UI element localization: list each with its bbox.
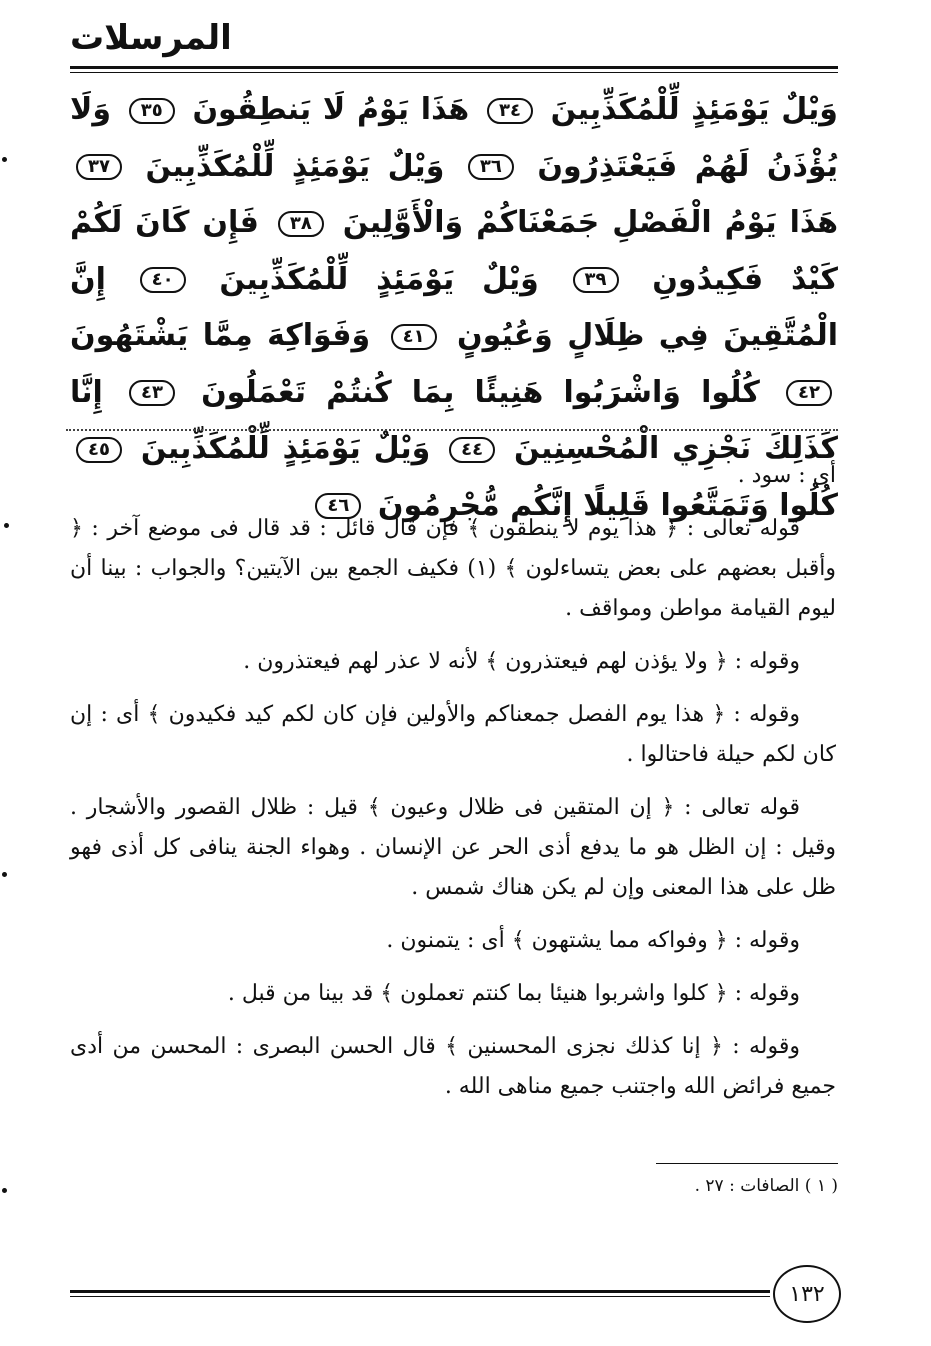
commentary-paragraph: وقوله : ﴿ كلوا واشربوا هنيئا بما كنتم تعملون ﴾ قد بينا من قبل . xyxy=(227,981,800,1006)
verse-text: إِنَّ الْمُتَّقِينَ فِي ظِلَالٍ وَعُيُونٍ xyxy=(70,261,838,353)
verse-text: وَلَا يُؤْذَنُ لَهُمْ فَيَعْتَذِرُونَ xyxy=(70,92,838,184)
ayah-number-marker: ٤٠ xyxy=(140,267,186,293)
verse-text: كُلُوا وَتَمَتَّعُوا قَلِيلًا إِنَّكُم مُّجْرِمُونَ xyxy=(377,487,838,523)
header-rule xyxy=(70,66,838,69)
ayah-number-marker: ٣٧ xyxy=(76,154,122,180)
verse-text: وَيْلٌ يَوْمَئِذٍ لِّلْمُكَذِّبِينَ xyxy=(145,148,445,184)
verse-text: وَيْلٌ يَوْمَئِذٍ لِّلْمُكَذِّبِينَ xyxy=(550,92,838,127)
commentary-paragraph: وقوله : ﴿ وفواكه مما يشتهون ﴾ أى : يتمنون . xyxy=(386,928,800,953)
commentary-paragraph: وقوله : ﴿ هذا يوم الفصل جمعناكم والأولين فإن كان لكم كيد فكيدون ﴾ أى : إن كان لكم حيلة فاحتالوا . xyxy=(70,702,836,767)
ayah-number-marker: ٤٣ xyxy=(129,380,175,406)
ayah-number-marker: ٣٩ xyxy=(573,267,619,293)
ayah-number-marker: ٣٨ xyxy=(278,211,324,237)
verse-text: فَإِن كَانَ لَكُمْ كَيْدٌ فَكِيدُونِ xyxy=(70,205,838,297)
surah-title: المرسلات xyxy=(70,18,232,58)
ayah-number-marker: ٤٤ xyxy=(449,437,495,463)
verse-text: كُلُوا وَاشْرَبُوا هَنِيئًا بِمَا كُنتُمْ تَعْمَلُونَ xyxy=(201,374,760,410)
ayah-number-marker: ٣٦ xyxy=(468,154,514,180)
commentary-paragraph: أى : سود . xyxy=(737,463,836,488)
footer-rule xyxy=(70,1290,770,1293)
commentary-paragraph: قوله تعالى : ﴿ هذا يوم لا ينطقون ﴾ فإن قال قائل : قد قال فى موضع آخر : ﴿ وأقبل بعضهم على بعض يتساءلون ﴾ (١) فكيف الجمع بين الآيتين؟ والجواب : بينا أن ليوم القيامة مواطن ومواقف . xyxy=(70,516,836,621)
verse-text: هَذَا يَوْمُ لَا يَنطِقُونَ xyxy=(192,92,470,127)
footer-rule-thin xyxy=(70,1296,770,1297)
margin-mark xyxy=(2,1188,7,1193)
page-number: ١٣٢ xyxy=(773,1265,841,1323)
verse-text: إِنَّا كَذَلِكَ نَجْزِي الْمُحْسِنِينَ xyxy=(70,374,838,466)
verse-text: هَذَا يَوْمُ الْفَصْلِ جَمَعْنَاكُمْ وَالْأَوَّلِينَ xyxy=(342,205,838,240)
ayah-number-marker: ٤٥ xyxy=(76,437,122,463)
commentary-block xyxy=(70,456,836,1120)
margin-mark xyxy=(2,157,7,162)
verse-text: وَيْلٌ يَوْمَئِذٍ لِّلْمُكَذِّبِينَ xyxy=(219,261,539,297)
footnote: ( ١ ) الصافات : ٢٧ . xyxy=(694,1176,838,1196)
header-rule-thin xyxy=(70,72,838,73)
margin-mark xyxy=(2,872,7,877)
commentary-paragraph: وقوله : ﴿ ولا يؤذن لهم فيعتذرون ﴾ لأنه لا عذر لهم فيعتذرون . xyxy=(243,649,800,674)
dotted-separator xyxy=(66,429,838,431)
ayah-number-marker: ٤١ xyxy=(391,324,437,350)
ayah-number-marker: ٣٤ xyxy=(487,98,533,124)
footnote-rule xyxy=(656,1163,838,1164)
margin-mark xyxy=(4,523,9,528)
ayah-number-marker: ٤٦ xyxy=(315,493,361,519)
commentary-paragraph: وقوله : ﴿ إنا كذلك نجزى المحسنين ﴾ قال الحسن البصرى : المحسن من أدى جميع فرائض الله واجتنب جميع مناهى الله . xyxy=(70,1034,836,1099)
verse-text: وَيْلٌ يَوْمَئِذٍ لِّلْمُكَذِّبِينَ xyxy=(140,431,431,466)
ayah-number-marker: ٤٢ xyxy=(786,380,832,406)
verse-text: وَفَوَاكِهَ مِمَّا يَشْتَهُونَ xyxy=(70,318,371,353)
ayah-number-marker: ٣٥ xyxy=(129,98,175,124)
commentary-paragraph: قوله تعالى : ﴿ إن المتقين فى ظلال وعيون ﴾ قيل : ظلال القصور والأشجار . وقيل : إن الظل هو ما يدفع أذى الحر عن الإنسان . وهواء الجنة ينافى كل أذى فهو ظل على هذا المعنى وإن لم يكن هناك شمس . xyxy=(70,795,836,900)
